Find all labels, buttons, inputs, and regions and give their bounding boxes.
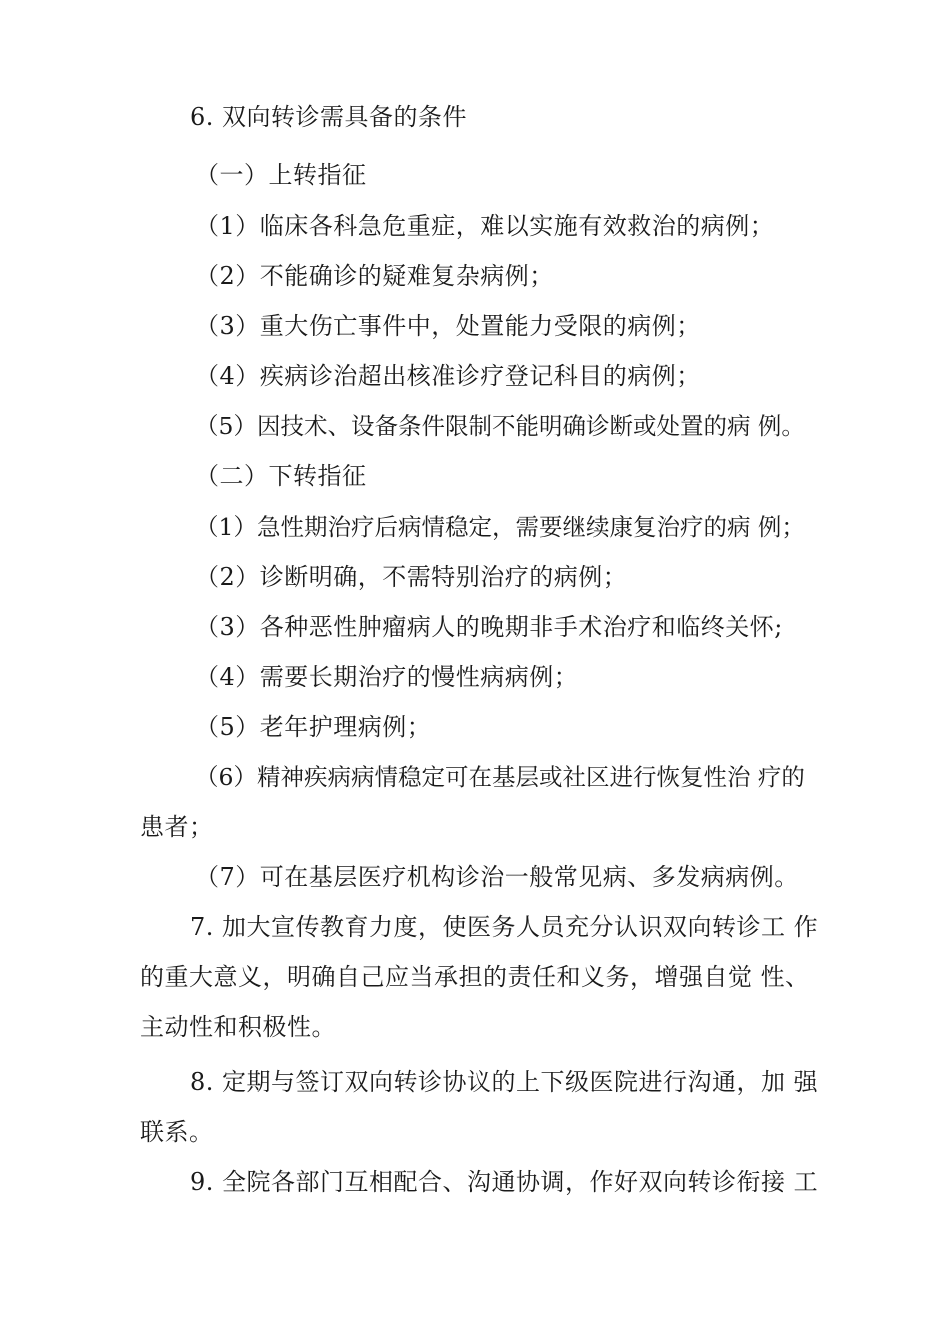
paragraph-7-line-1: 7. 加大宣传教育力度，使医务人员充分认识双向转诊工 作	[190, 913, 819, 941]
downward-item-4: （4）需要长期治疗的慢性病病例；	[195, 663, 579, 691]
upward-item-1: （1）临床各科急危重症，难以实施有效救治的病例；	[195, 212, 775, 240]
downward-item-6-continued: 患者；	[140, 813, 214, 841]
downward-item-5: （5）老年护理病例；	[195, 713, 432, 741]
downward-item-7: （7）可在基层医疗机构诊治一般常见病、多发病病例。	[195, 863, 799, 891]
subheading-downward-referral: （二）下转指征	[195, 462, 367, 490]
subheading-upward-referral: （一）上转指征	[195, 161, 367, 189]
paragraph-7-line-3: 主动性和积极性。	[140, 1013, 336, 1041]
section-heading-6: 6. 双向转诊需具备的条件	[190, 103, 468, 131]
downward-item-2: （2）诊断明确，不需特别治疗的病例；	[195, 563, 628, 591]
downward-item-6: （6）精神疾病病情稳定可在基层或社区进行恢复性治 疗的	[195, 763, 805, 791]
upward-item-5: （5）因技术、设备条件限制不能明确诊断或处置的病 例。	[195, 412, 805, 440]
upward-item-2: （2）不能确诊的疑难复杂病例；	[195, 262, 554, 290]
upward-item-3: （3）重大伤亡事件中，处置能力受限的病例；	[195, 312, 701, 340]
paragraph-8-line-2: 联系。	[140, 1118, 214, 1146]
upward-item-4: （4）疾病诊治超出核准诊疗登记科目的病例；	[195, 362, 701, 390]
downward-item-3: （3）各种恶性肿瘤病人的晚期非手术治疗和临终关怀;	[195, 613, 783, 641]
paragraph-8-line-1: 8. 定期与签订双向转诊协议的上下级医院进行沟通，加 强	[190, 1068, 819, 1096]
downward-item-1: （1）急性期治疗后病情稳定，需要继续康复治疗的病 例；	[195, 513, 805, 541]
paragraph-9-line-1: 9. 全院各部门互相配合、沟通协调，作好双向转诊衔接 工	[190, 1168, 819, 1196]
paragraph-7-line-2: 的重大意义，明确自己应当承担的责任和义务，增强自觉 性、	[140, 963, 810, 991]
